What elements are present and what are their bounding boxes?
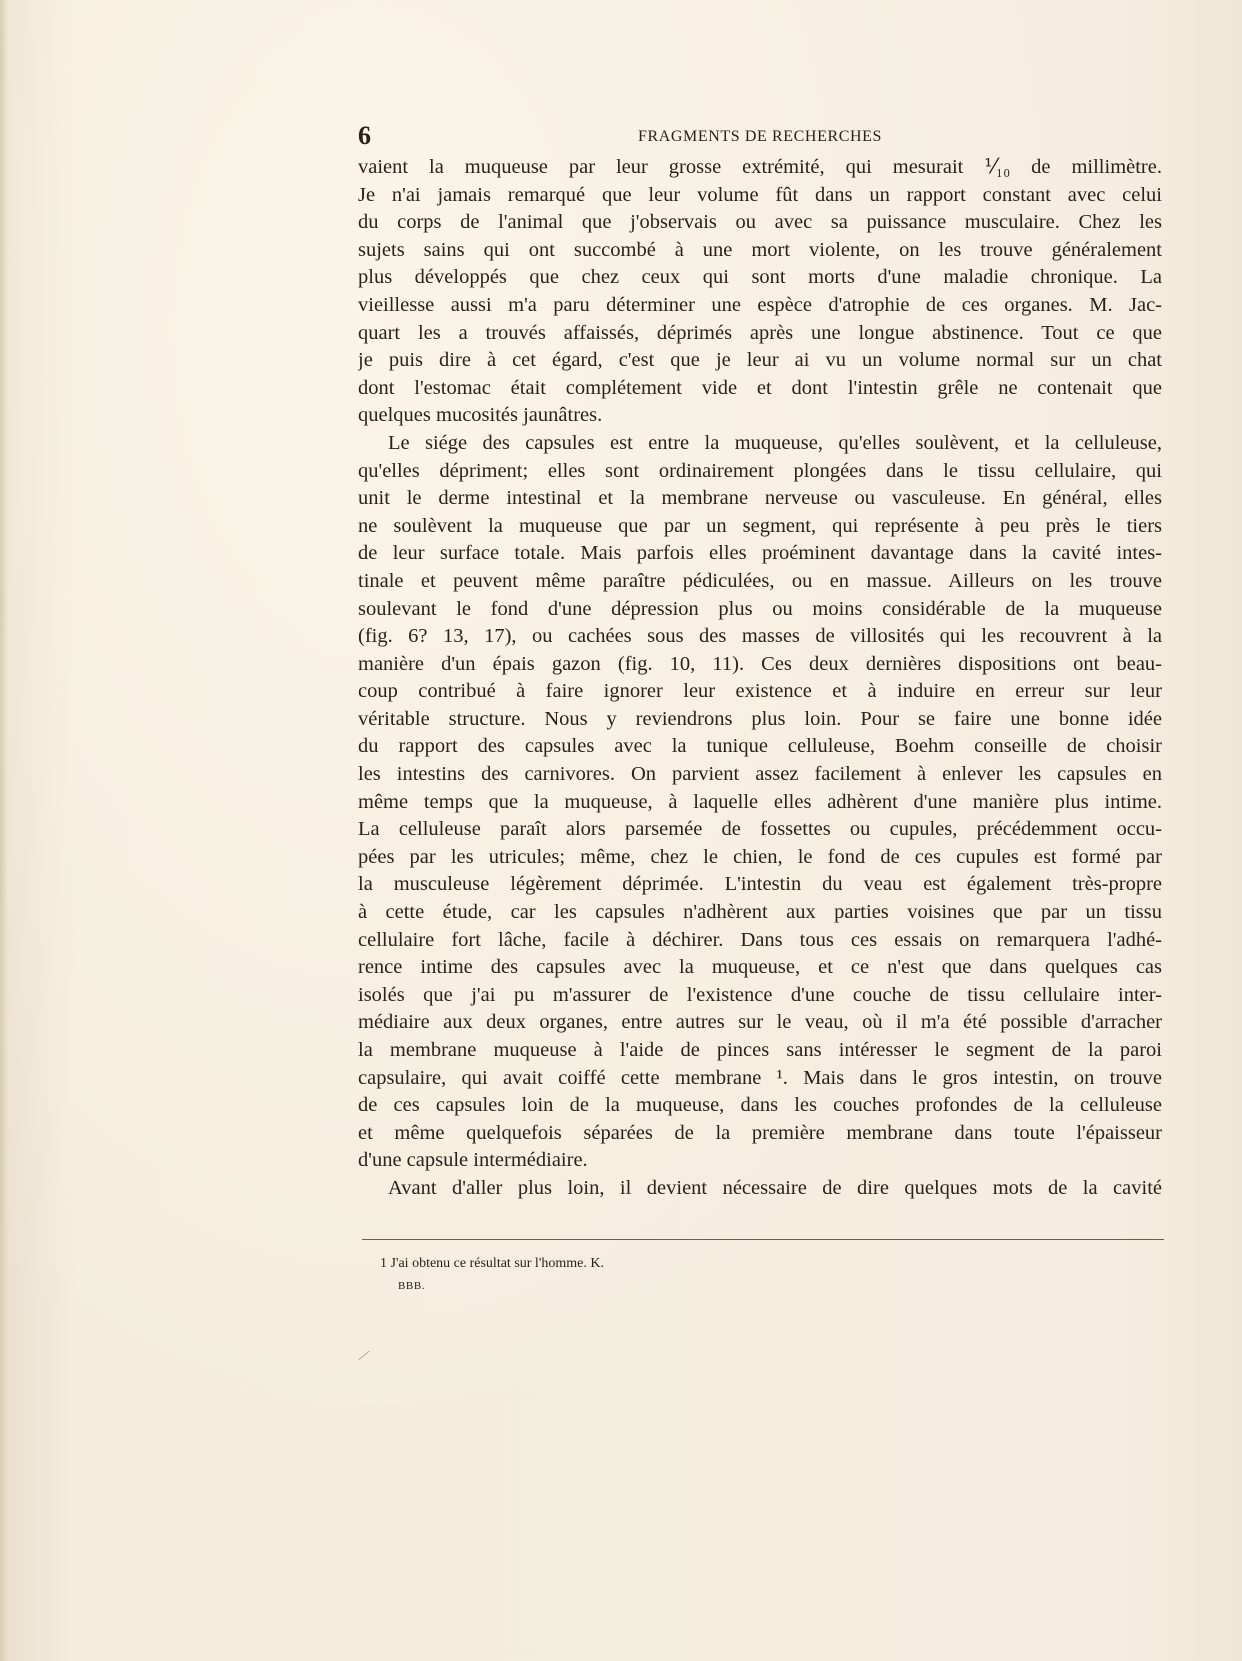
text-line: unit le derme intestinal et la membrane nerveuse ou vasculeuse. En général, elles <box>358 487 1162 510</box>
text-line: ne soulèvent la muqueuse que par un segment, qui représente à peu près le tiers <box>358 514 1162 537</box>
text-line: soulevant le fond d'une dépression plus ou moins considérable de la muqueuse <box>358 597 1162 620</box>
text-line: manière d'un épais gazon (fig. 10, 11). Ces deux dernières dispositions ont beau- <box>358 652 1162 675</box>
text-line: même temps que la muqueuse, à laquelle elles adhèrent d'une manière plus intime. <box>358 790 1162 813</box>
body-text <box>358 154 1162 1203</box>
text-line: vieillesse aussi m'a paru déterminer une espèce d'atrophie de ces organes. M. Jac- <box>358 293 1162 316</box>
text-line: et même quelquefois séparées de la première membrane dans toute l'épaisseur <box>358 1121 1162 1144</box>
text-line: je puis dire à cet égard, c'est que je leur ai vu un volume normal sur un chat <box>358 349 1162 372</box>
text-line: les intestins des carnivores. On parvient assez facilement à enlever les capsules en <box>358 763 1162 786</box>
text-line: véritable structure. Nous y reviendrons plus loin. Pour se faire une bonne idée <box>358 707 1162 730</box>
text-line: rence intime des capsules avec la muqueuse, et ce n'est que dans quelques cas <box>358 956 1162 979</box>
text-line: vaient la muqueuse par leur grosse extrémité, qui mesurait ⅟₁₀ de millimètre. <box>358 156 1162 178</box>
text-line: (fig. 6? 13, 17), ou cachées sous des masses de villosités qui les recouvrent à la <box>358 625 1162 648</box>
text-line: quelques mucosités jaunâtres. <box>358 404 603 427</box>
footnote-signature: BBB. <box>398 1280 426 1292</box>
text-line: sujets sains qui ont succombé à une mort violente, on les trouve généralement <box>358 238 1162 261</box>
text-line: quart les a trouvés affaissés, déprimés après une longue abstinence. Tout ce que <box>358 321 1162 344</box>
text-line: d'une capsule intermédiaire. <box>358 1149 588 1172</box>
text-line: Je n'ai jamais remarqué que leur volume fût dans un rapport constant avec celui <box>358 183 1162 206</box>
page-edge-shadow <box>0 0 8 1661</box>
text-line: isolés que j'ai pu m'assurer de l'existence d'une couche de tissu cellulaire inter- <box>358 983 1162 1006</box>
text-line: du rapport des capsules avec la tunique celluleuse, Boehm conseille de choisir <box>358 735 1162 758</box>
footnote-divider <box>362 1239 1164 1240</box>
text-line: La celluleuse paraît alors parsemée de fossettes ou cupules, précédemment occu- <box>358 818 1162 841</box>
text-line: du corps de l'animal que j'observais ou avec sa puissance musculaire. Chez les <box>358 211 1162 234</box>
text-line: de leur surface totale. Mais parfois elles proéminent davantage dans la cavité intes- <box>358 542 1162 565</box>
text-line: tinale et peuvent même paraître pédiculées, ou en massue. Ailleurs on les trouve <box>358 569 1162 592</box>
text-line: de ces capsules loin de la muqueuse, dans les couches profondes de la celluleuse <box>358 1094 1162 1117</box>
text-line: coup contribué à faire ignorer leur existence et à induire en erreur sur leur <box>358 680 1162 703</box>
text-line: à cette étude, car les capsules n'adhèrent aux parties voisines que par un tissu <box>358 901 1162 924</box>
text-line: pées par les utricules; même, chez le chien, le fond de ces cupules est formé par <box>358 845 1162 868</box>
text-line: qu'elles dépriment; elles sont ordinairement plongées dans le tissu cellulaire, qui <box>358 459 1162 482</box>
page-number: 6 <box>358 121 371 150</box>
text-line: la musculeuse légèrement déprimée. L'intestin du veau est également très-propre <box>358 873 1162 896</box>
footnote <box>380 1253 980 1297</box>
text-line: Avant d'aller plus loin, il devient nécessaire de dire quelques mots de la cavité <box>388 1176 1162 1199</box>
text-line: plus développés que chez ceux qui sont morts d'une maladie chronique. La <box>358 266 1162 289</box>
running-title: FRAGMENTS DE RECHERCHES <box>637 128 883 145</box>
page-header <box>358 121 1162 151</box>
text-line: cellulaire fort lâche, facile à déchirer. Dans tous ces essais on remarquera l'adhé- <box>358 928 1162 951</box>
text-line: capsulaire, qui avait coiffé cette membrane ¹. Mais dans le gros intestin, on trouve <box>358 1066 1162 1089</box>
text-line: Le siége des capsules est entre la muqueuse, qu'elles soulèvent, et la celluleuse, <box>388 431 1162 454</box>
text-line: la membrane muqueuse à l'aide de pinces sans intéresser le segment de la paroi <box>358 1039 1162 1061</box>
stray-pencil-mark <box>358 1351 369 1361</box>
text-line: dont l'estomac était complétement vide et dont l'intestin grêle ne contenait que <box>358 376 1162 399</box>
text-line: médiaire aux deux organes, entre autres sur le veau, où il m'a été possible d'arracher <box>358 1011 1162 1034</box>
footnote-text: 1 J'ai obtenu ce résultat sur l'homme. K. <box>380 1256 604 1271</box>
